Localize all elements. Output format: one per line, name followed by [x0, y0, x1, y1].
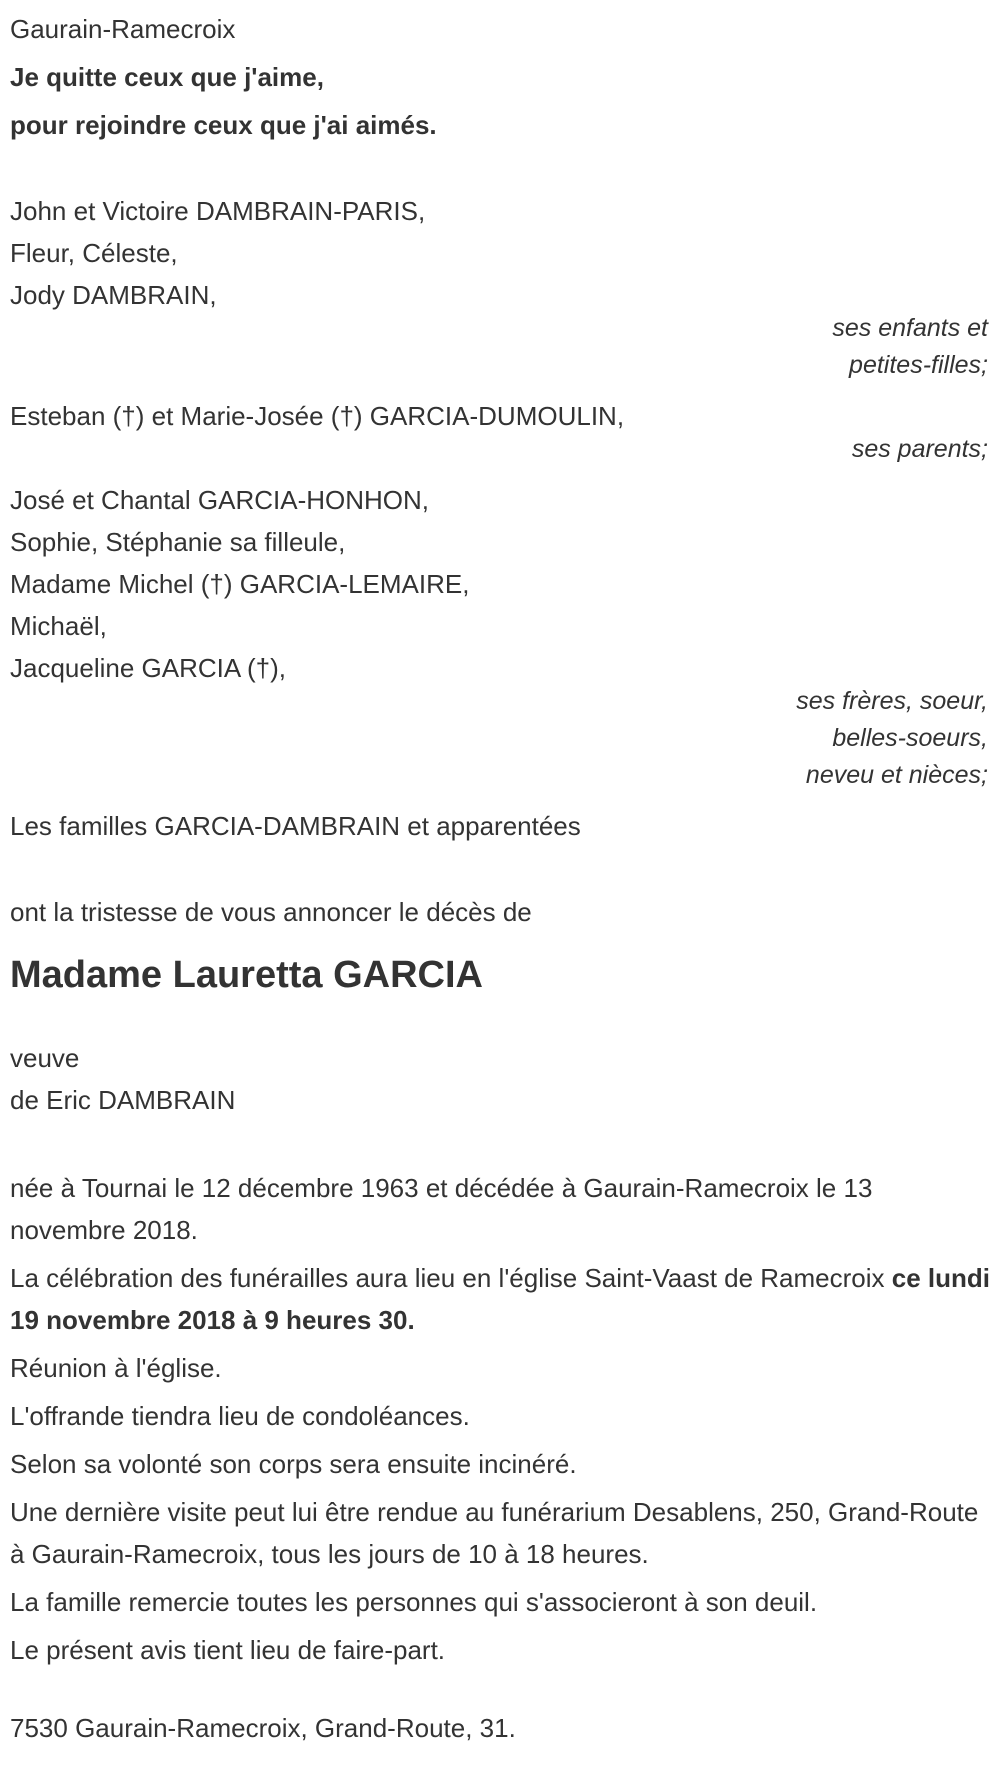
siblings-names	[10, 479, 990, 689]
family-line: Fleur, Céleste,	[10, 238, 178, 268]
detail-sentence: Le présent avis tient lieu de faire-part.	[10, 1635, 446, 1665]
ceremony-regular-text: La célébration des funérailles aura lieu en l'église Saint-Vaast de Ramecroix	[10, 1263, 892, 1293]
relation-line: belles-soeurs,	[832, 724, 988, 752]
children-names	[10, 190, 990, 316]
detail-sentence: Selon sa volonté son corps sera ensuite incinéré.	[10, 1449, 577, 1479]
relation-line: neveu et nièces;	[805, 761, 988, 789]
family-line: Esteban (†) et Marie-Josée (†) GARCIA-DUMOULIN,	[10, 401, 625, 431]
relation-line: petites-filles;	[849, 351, 988, 379]
family-line: John et Victoire DAMBRAIN-PARIS,	[10, 196, 426, 226]
address-line: 7530 Gaurain-Ramecroix, Grand-Route, 31.	[10, 1713, 516, 1743]
detail-sentence: Une dernière visite peut lui être rendue au funérarium Desablens, 250, Grand-Route à Gaurain-Ramecroix, tous les jours de 10 à 18 heures.	[10, 1497, 979, 1569]
life-dates-sentence: née à Tournai le 12 décembre 1963 et décédée à Gaurain-Ramecroix le 13 novembre 2018.	[10, 1173, 873, 1245]
relation-line: ses parents;	[851, 435, 988, 463]
epigraph	[10, 56, 990, 146]
place-name: Gaurain-Ramecroix	[10, 14, 236, 44]
detail-sentence: Réunion à l'église.	[10, 1353, 222, 1383]
detail-sentence: La famille remercie toutes les personnes qui s'associeront à son deuil.	[10, 1587, 818, 1617]
family-line: Michaël,	[10, 611, 107, 641]
announcement-sentence: ont la tristesse de vous annoncer le décès de	[10, 897, 532, 927]
widow-line: veuve	[10, 1043, 80, 1073]
epigraph-line-2: pour rejoindre ceux que j'ai aimés.	[10, 110, 437, 140]
relation-line: ses enfants et	[832, 314, 988, 342]
family-line: Jacqueline GARCIA (†),	[10, 653, 287, 683]
family-line: Madame Michel (†) GARCIA-LEMAIRE,	[10, 569, 470, 599]
ceremony-date-bold: ce lundi 19 novembre 2018 à 9 heures 30.	[10, 1263, 991, 1335]
family-line: José et Chantal GARCIA-HONHON,	[10, 485, 430, 515]
families-line: Les familles GARCIA-DAMBRAIN et apparentées	[10, 811, 581, 841]
deceased-name-heading: Madame Lauretta GARCIA	[10, 954, 483, 996]
relation-line: ses frères, soeur,	[796, 687, 988, 715]
epigraph-line-1: Je quitte ceux que j'aime,	[10, 62, 324, 92]
detail-sentence: L'offrande tiendra lieu de condoléances.	[10, 1401, 470, 1431]
family-line: Jody DAMBRAIN,	[10, 280, 217, 310]
children-relation-label	[10, 310, 990, 384]
widow-block	[10, 1037, 990, 1121]
ceremony-sentence	[10, 1257, 990, 1341]
family-line: Sophie, Stéphanie sa filleule,	[10, 527, 346, 557]
widow-line: de Eric DAMBRAIN	[10, 1085, 236, 1115]
siblings-relation-label	[10, 683, 990, 794]
